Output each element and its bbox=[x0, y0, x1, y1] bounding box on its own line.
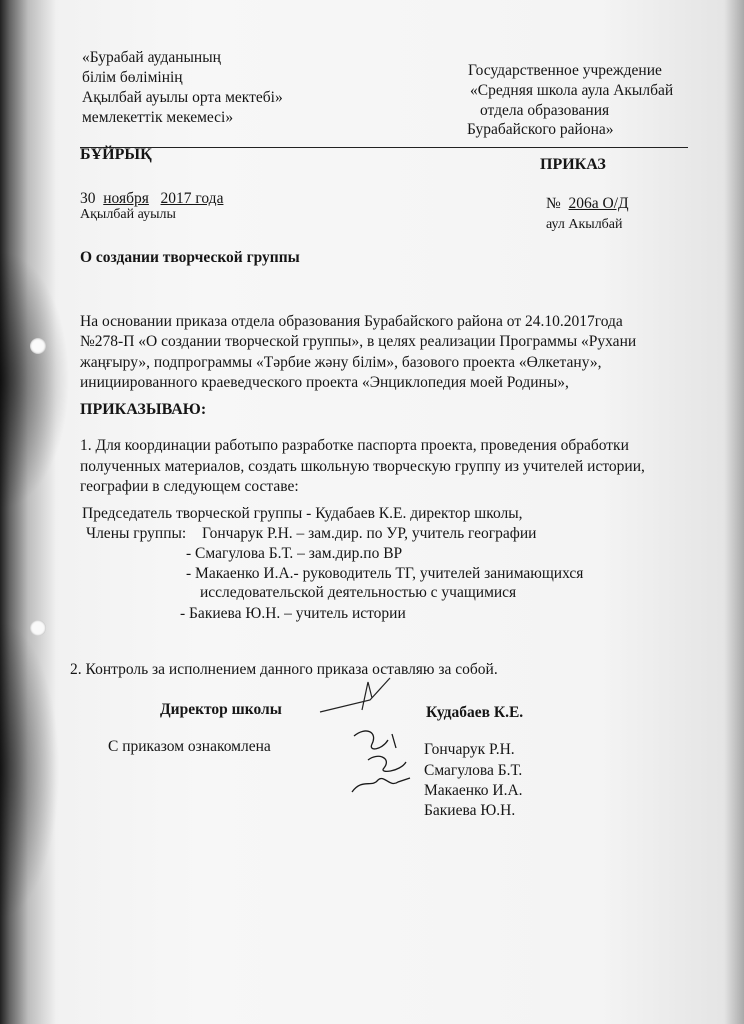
member-line: - Макаенко И.А.- руководитель ТГ, учителей занимающихся bbox=[186, 565, 584, 582]
header-ru-line: отдела образования bbox=[480, 102, 610, 119]
order-date-year: 2017 года bbox=[160, 190, 224, 207]
director-signature-mark bbox=[310, 670, 420, 720]
item1-line: 1. Для координации работыпо разработке паспорта проекта, проведения обработки bbox=[80, 437, 629, 454]
ack-name: Бакиева Ю.Н. bbox=[424, 802, 516, 819]
scan-right-shadow bbox=[724, 0, 744, 1024]
member-line: Гончарук Р.Н. – зам.дир. по УР, учитель географии bbox=[202, 525, 537, 542]
order-subject: О создании творческой группы bbox=[80, 249, 300, 266]
item1-line: полученных материалов, создать школьную творческую группу из учителей истории, bbox=[80, 458, 645, 475]
member-line: - Смагулова Б.Т. – зам.дир.по ВР bbox=[186, 545, 403, 562]
header-ru-line: «Средняя школа аула Акылбай bbox=[470, 82, 674, 99]
ack-name: Макаенко И.А. bbox=[424, 782, 523, 799]
order-date-month: ноября bbox=[103, 190, 149, 207]
item1-line: географии в следующем составе: bbox=[80, 478, 299, 495]
scan-edge-blotch bbox=[0, 250, 70, 510]
order-title-ru: ПРИКАЗ bbox=[540, 156, 606, 173]
punch-hole bbox=[30, 338, 46, 354]
scan-edge-blotch bbox=[0, 620, 60, 920]
header-divider bbox=[80, 147, 688, 148]
order-number bbox=[546, 196, 629, 212]
basis-line: №278-П «О создании творческой группы», в целях реализации Программы «Рухани bbox=[80, 333, 637, 350]
member-line: исследовательской деятельностью с учащимися bbox=[200, 584, 517, 601]
members-label: Члены группы: bbox=[86, 525, 187, 542]
order-title-kz: БҰЙРЫҚ bbox=[80, 146, 152, 163]
header-kz-line: білім бөлімінің bbox=[82, 69, 183, 86]
order-place-kz: Ақылбай ауылы bbox=[80, 207, 176, 222]
punch-hole bbox=[30, 620, 46, 636]
director-name: Кудабаев К.Е. bbox=[426, 704, 524, 721]
basis-line: жаңғыру», подпрограммы «Тәрбие жәну білім», базового проекта «Өлкетану», bbox=[80, 354, 602, 371]
basis-line: На основании приказа отдела образования Бурабайского района от 24.10.2017года bbox=[80, 313, 623, 330]
member-line: - Бакиева Ю.Н. – учитель истории bbox=[180, 605, 406, 622]
order-number-value: 206а О/Д bbox=[568, 195, 629, 212]
header-kz-line: «Бурабай ауданының bbox=[82, 49, 221, 66]
order-date bbox=[80, 191, 223, 207]
ack-name: Гончарук Р.Н. bbox=[424, 741, 515, 758]
header-kz-line: мемлекеттік мекемесі» bbox=[82, 109, 234, 126]
chair-line: Председатель творческой группы - Кудабаев К.Е. директор школы, bbox=[82, 505, 523, 522]
order-word: ПРИКАЗЫВАЮ: bbox=[80, 401, 207, 418]
header-ru-line: Государственное учреждение bbox=[468, 62, 662, 79]
ack-label: С приказом ознакомлена bbox=[108, 738, 271, 755]
header-kz-line: Ақылбай ауылы орта мектебі» bbox=[82, 89, 283, 106]
handwritten-signatures bbox=[348, 722, 420, 802]
order-place-ru: аул Акылбай bbox=[546, 217, 623, 232]
order-date-day: 30 bbox=[80, 190, 96, 207]
order-number-prefix: № bbox=[546, 195, 561, 212]
ack-name: Смагулова Б.Т. bbox=[424, 762, 523, 779]
header-ru-line: Бурабайского района» bbox=[467, 121, 614, 138]
basis-line: инициированного краеведческого проекта «Энциклопедия моей Родины», bbox=[80, 374, 569, 391]
director-title: Директор школы bbox=[160, 701, 282, 718]
item2-line: 2. Контроль за исполнением данного приказа оставляю за собой. bbox=[70, 661, 498, 678]
